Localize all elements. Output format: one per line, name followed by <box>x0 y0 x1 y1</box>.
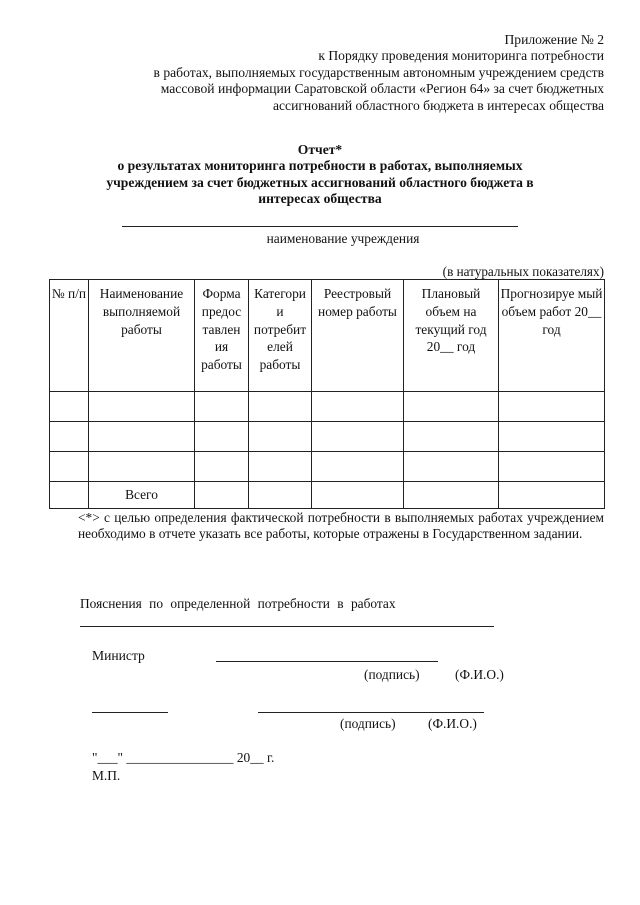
col-header-consumer-category: Категори и потребит елей работы <box>249 280 312 392</box>
date-line: "___" ________________ 20__ г. <box>92 750 275 765</box>
table-cell <box>404 422 499 452</box>
col-header-work-name: Наименование выполняемой работы <box>89 280 195 392</box>
col-header-number: № п/п <box>50 280 89 392</box>
col-header-forecast-volume: Прогнозируе мый объем работ 20__ год <box>499 280 605 392</box>
report-subtitle-line: о результатах мониторинга потребности в работах, выполняемых <box>117 158 523 174</box>
footnote: <*> с целью определения фактической потребности в выполняемых работах учреждением необходимо в отчете указать все работы, которые отражены в Государственном задании. <box>78 510 604 542</box>
works-table <box>49 279 605 509</box>
minister-signature-caption: (подпись) <box>364 667 420 682</box>
table-cell <box>195 452 249 482</box>
table-cell <box>50 422 89 452</box>
col-header-planned-volume: Плановый объем на текущий год 20__ год <box>404 280 499 392</box>
table-cell <box>312 482 404 509</box>
table-cell <box>499 452 605 482</box>
appendix-line: массовой информации Саратовской области «Регион 64» за счет бюджетных <box>160 81 604 97</box>
table-cell <box>404 482 499 509</box>
appendix-header <box>154 32 604 114</box>
table-cell <box>312 452 404 482</box>
table-cell <box>499 482 605 509</box>
report-title <box>60 142 580 208</box>
position-line <box>92 712 168 713</box>
second-name-caption: (Ф.И.О.) <box>428 716 477 731</box>
organization-caption: наименование учреждения <box>266 231 420 246</box>
minister-signature-line <box>216 661 438 662</box>
table-cell <box>312 392 404 422</box>
table-cell <box>195 482 249 509</box>
appendix-line: Приложение № 2 <box>504 32 604 47</box>
table-cell <box>89 422 195 452</box>
table-cell <box>499 392 605 422</box>
table-cell <box>249 422 312 452</box>
explanation-line <box>80 626 494 627</box>
report-subtitle-line: интересах общества <box>258 191 382 207</box>
table-cell <box>249 452 312 482</box>
table-cell <box>499 422 605 452</box>
table-cell <box>50 452 89 482</box>
table-cell <box>249 392 312 422</box>
table-header-row <box>50 280 605 392</box>
table-row <box>50 452 605 482</box>
table-total-row <box>50 482 605 509</box>
organization-name-line <box>122 226 518 227</box>
second-signature-line <box>258 712 484 713</box>
table-cell <box>89 392 195 422</box>
table-cell <box>195 392 249 422</box>
table-cell <box>50 392 89 422</box>
table-cell <box>89 452 195 482</box>
minister-label: Министр <box>92 648 145 663</box>
appendix-line: ассигнований областного бюджета в интересах общества <box>272 97 604 113</box>
table-cell <box>404 452 499 482</box>
minister-name-caption: (Ф.И.О.) <box>455 667 504 682</box>
units-note: (в натуральных показателях) <box>442 264 604 279</box>
stamp-label: М.П. <box>92 768 121 783</box>
table-row <box>50 392 605 422</box>
second-signature-caption: (подпись) <box>340 716 396 731</box>
appendix-line: в работах, выполняемых государственным автономным учреждением средств <box>153 64 604 80</box>
appendix-line: к Порядку проведения мониторинга потребности <box>318 48 604 64</box>
table-cell <box>404 392 499 422</box>
table-cell <box>312 422 404 452</box>
report-heading: Отчет* <box>297 142 343 157</box>
table-cell <box>249 482 312 509</box>
col-header-registry-number: Реестровый номер работы <box>312 280 404 392</box>
table-cell <box>50 482 89 509</box>
explanation-label: Пояснения по определенной потребности в работах <box>80 596 396 611</box>
report-subtitle-line: учреждением за счет бюджетных ассигнований областного бюджета в <box>106 174 534 190</box>
table-cell <box>195 422 249 452</box>
table-row <box>50 422 605 452</box>
col-header-form: Форма предос тавлен ия работы <box>195 280 249 392</box>
total-label: Всего <box>89 482 195 509</box>
